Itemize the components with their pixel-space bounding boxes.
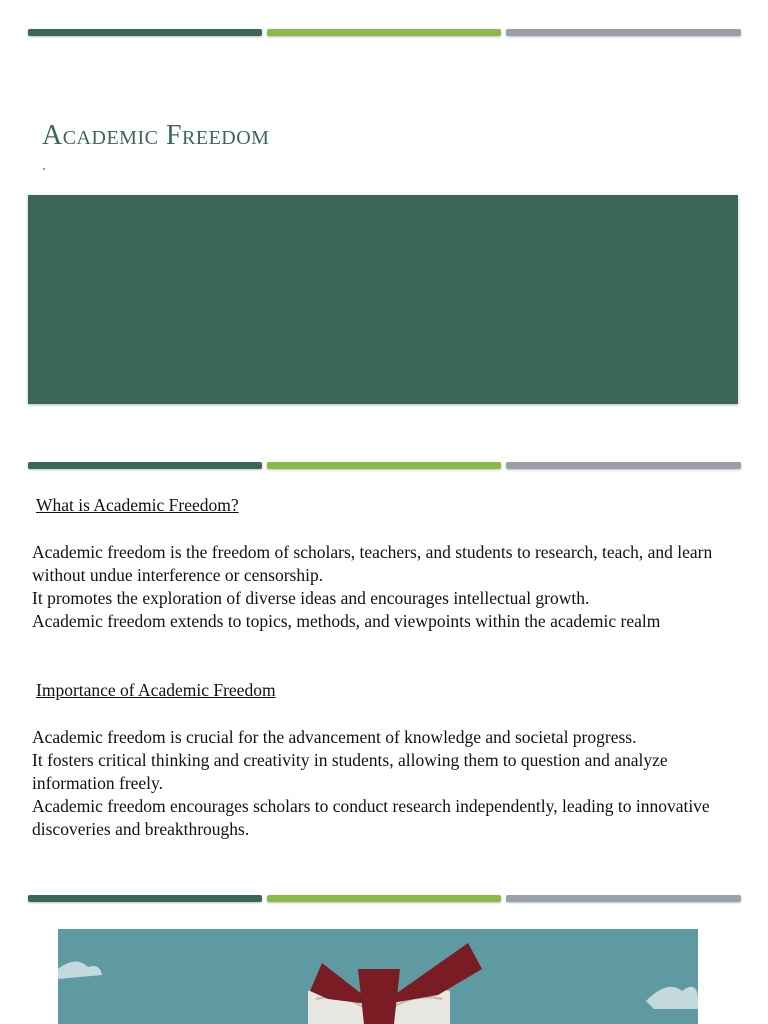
accent-bar-gray — [506, 29, 741, 36]
title-divider-dot — [43, 168, 45, 170]
slide2-accent-bars — [28, 462, 741, 469]
title-banner — [28, 195, 738, 404]
accent-bar-dark-green — [28, 895, 262, 902]
section-heading: What is Academic Freedom? — [36, 495, 239, 515]
open-book-icon — [58, 929, 698, 1024]
book-cover-center — [358, 969, 400, 1024]
book-illustration — [58, 929, 698, 1024]
body-line: Academic freedom encourages scholars to conduct research independently, leading to innovative discoveries and breakthroughs. — [32, 796, 710, 839]
accent-bar-light-green — [267, 29, 501, 36]
body-line: It fosters critical thinking and creativity in students, allowing them to question and analyze information freely. — [32, 750, 668, 793]
slide3-accent-bars — [28, 895, 741, 902]
section-importance — [32, 679, 737, 841]
accent-bar-dark-green — [28, 29, 262, 36]
section-body — [32, 726, 737, 841]
accent-bar-dark-green — [28, 462, 262, 469]
section-body — [32, 541, 737, 633]
section-what-is — [32, 494, 737, 633]
body-line: Academic freedom is crucial for the advancement of knowledge and societal progress. — [32, 727, 637, 747]
body-line: It promotes the exploration of diverse ideas and encourages intellectual growth. — [32, 588, 590, 608]
slide1-accent-bars — [28, 29, 741, 36]
slide-title: Academic Freedom — [42, 120, 270, 151]
accent-bar-light-green — [267, 895, 501, 902]
body-line: Academic freedom extends to topics, methods, and viewpoints within the academic realm — [32, 611, 661, 631]
accent-bar-light-green — [267, 462, 501, 469]
body-line: Academic freedom is the freedom of scholars, teachers, and students to research, teach, and learn without undue interference or censorship. — [32, 542, 713, 585]
accent-bar-gray — [506, 895, 741, 902]
section-heading: Importance of Academic Freedom — [36, 680, 276, 700]
accent-bar-gray — [506, 462, 741, 469]
